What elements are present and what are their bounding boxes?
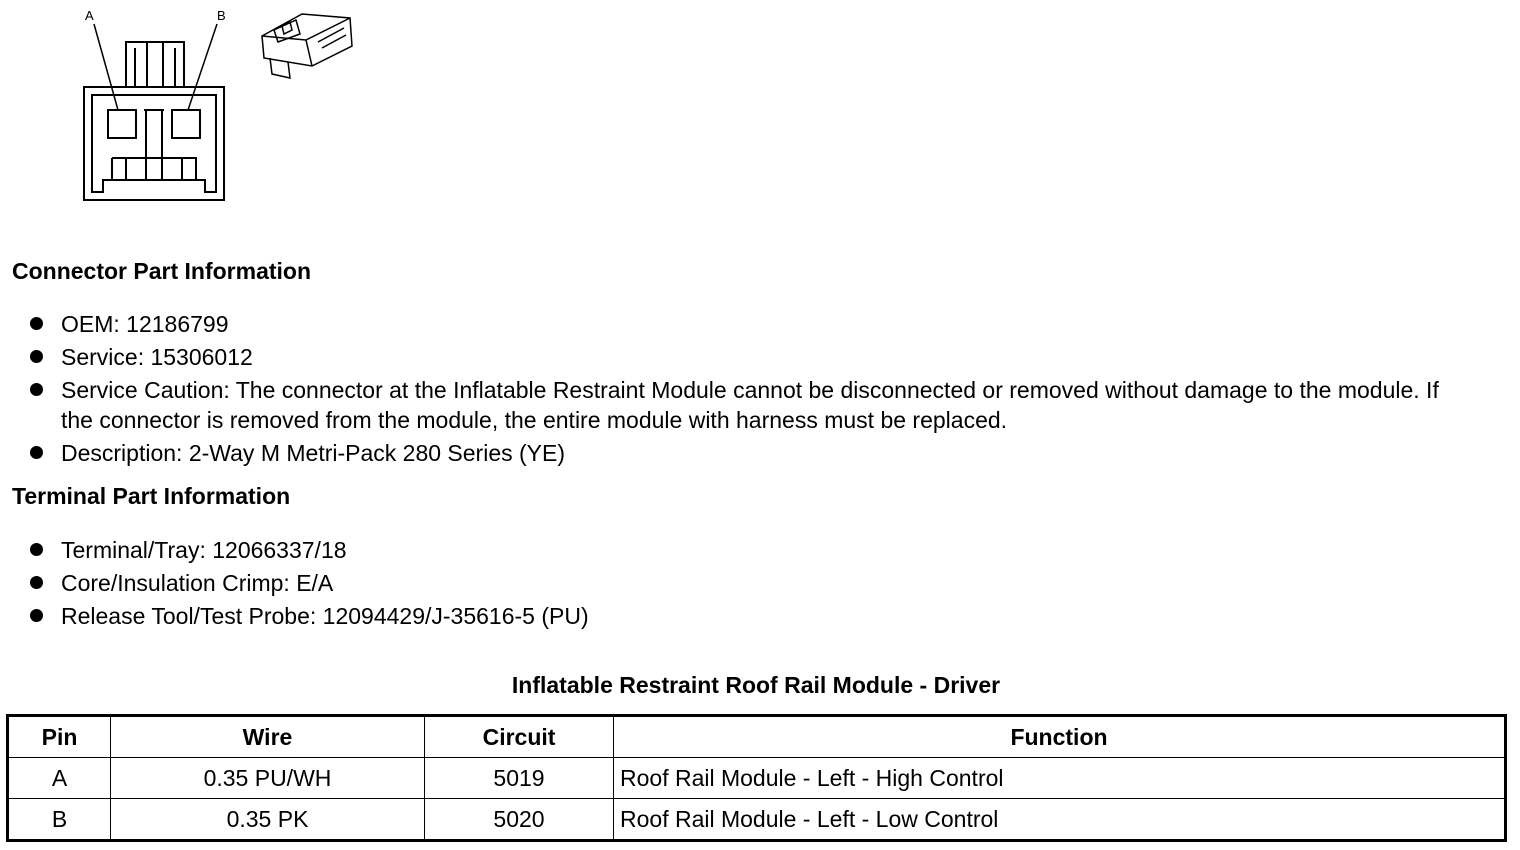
bullet-icon <box>30 317 43 330</box>
connector-part-info-list <box>30 309 1470 471</box>
cell-circuit: 5020 <box>425 799 614 841</box>
list-item <box>30 568 1230 598</box>
bullet-icon <box>30 446 43 459</box>
bullet-icon <box>30 576 43 589</box>
column-header-pin: Pin <box>8 716 111 758</box>
cell-pin: B <box>8 799 111 841</box>
cavity-a <box>108 110 136 138</box>
list-item <box>30 438 1470 468</box>
bullet-icon <box>30 543 43 556</box>
connector-isometric-view <box>262 14 352 78</box>
connector-body-outline <box>84 87 224 200</box>
list-item-text: Terminal/Tray: 12066337/18 <box>61 537 347 563</box>
list-item-text: Description: 2-Way M Metri-Pack 280 Series (YE) <box>61 440 566 466</box>
cell-function: Roof Rail Module - Left - Low Control <box>614 799 1506 841</box>
list-item <box>30 375 1470 435</box>
cell-pin: A <box>8 758 111 799</box>
list-item-text: Service: 15306012 <box>61 344 253 370</box>
list-item-text: OEM: 12186799 <box>61 311 229 337</box>
connector-latch <box>126 42 184 87</box>
list-item-text: Service Caution: The connector at the Inflatable Restraint Module cannot be disconnected or removed without damage to the module. If the connector is removed from the module, the entire module with harness must be replaced. <box>61 377 1439 433</box>
column-header-wire: Wire <box>111 716 425 758</box>
column-header-circuit: Circuit <box>425 716 614 758</box>
connector-diagram <box>0 0 380 215</box>
pin-label-a: A <box>85 8 94 23</box>
pin-label-b: B <box>217 8 226 23</box>
leader-line-a <box>94 24 118 110</box>
list-item <box>30 535 1230 565</box>
cavity-b <box>172 110 200 138</box>
pin-table <box>6 714 1507 842</box>
bullet-icon <box>30 609 43 622</box>
cell-circuit: 5019 <box>425 758 614 799</box>
cell-function: Roof Rail Module - Left - High Control <box>614 758 1506 799</box>
leader-line-b <box>188 24 217 110</box>
center-divider <box>112 110 196 180</box>
bullet-icon <box>30 383 43 396</box>
list-item-text: Release Tool/Test Probe: 12094429/J-35616-5 (PU) <box>61 603 589 629</box>
table-row <box>8 758 1506 799</box>
bullet-icon <box>30 350 43 363</box>
table-row <box>8 799 1506 841</box>
cell-wire: 0.35 PK <box>111 799 425 841</box>
list-item-text: Core/Insulation Crimp: E/A <box>61 570 334 596</box>
list-item <box>30 601 1230 631</box>
list-item <box>30 342 1470 372</box>
cell-wire: 0.35 PU/WH <box>111 758 425 799</box>
column-header-function: Function <box>614 716 1506 758</box>
terminal-part-info-list <box>30 535 1230 634</box>
terminal-part-info-heading: Terminal Part Information <box>12 483 291 509</box>
pin-table-caption: Inflatable Restraint Roof Rail Module - Driver <box>511 672 1001 698</box>
table-header-row <box>8 716 1506 758</box>
list-item <box>30 309 1470 339</box>
connector-part-info-heading: Connector Part Information <box>12 258 312 284</box>
